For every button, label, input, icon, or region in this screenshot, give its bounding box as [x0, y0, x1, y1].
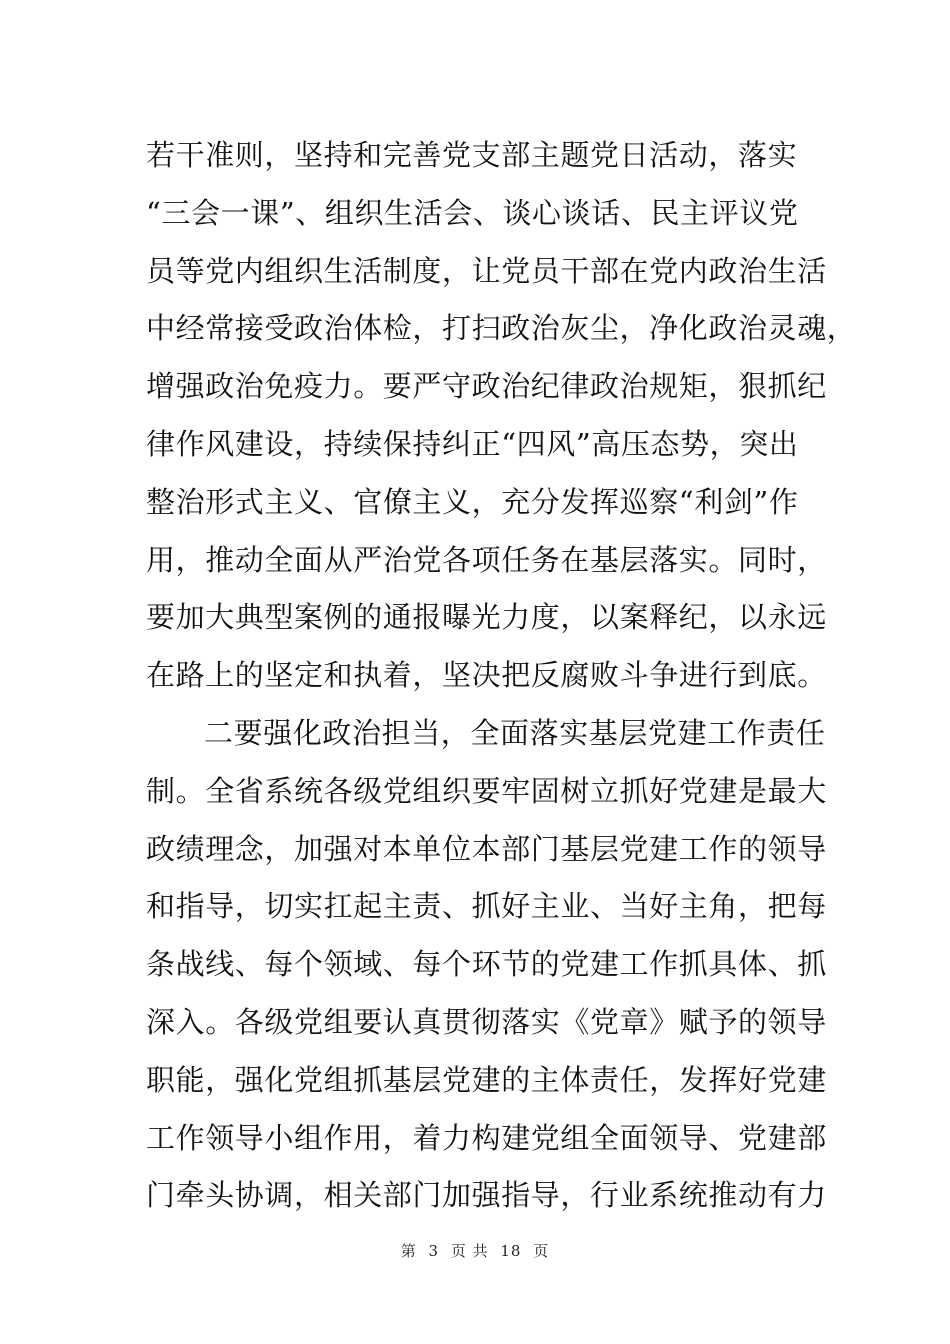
page-number: 3 [428, 1242, 440, 1260]
text-line: 政绩理念，加强对本单位本部门基层党建工作的领导 [146, 831, 827, 866]
paragraph-start-line: 二要强化政治担当，全面落实基层党建工作责任 [204, 715, 826, 750]
text-line: 中经常接受政治体检，打扫政治灰尘，净化政治灵魂， [146, 311, 857, 346]
page-mid-text: 页 共 [450, 1242, 489, 1260]
text-line: 门牵头协调，相关部门加强指导，行业系统推动有力 [146, 1178, 827, 1213]
text-line: 若干准则，坚持和完善党支部主题党日活动，落实 [146, 138, 798, 172]
body-text [146, 127, 857, 1225]
page-prefix: 第 [400, 1242, 417, 1260]
text-line: 深入。各级党组要认真贯彻落实《党章》赋予的领导 [146, 1004, 827, 1039]
text-line: 增强政治免疫力。要严守政治纪律政治规矩，狠抓纪 [146, 369, 827, 404]
text-line: 要加大典型案例的通报曝光力度，以案释纪，以永远 [146, 600, 827, 635]
text-line: 制。全省系统各级党组织要牢固树立抓好党建是最大 [146, 773, 827, 808]
text-line: “三会一课”、组织生活会、谈心谈话、民主评议党 [146, 195, 799, 230]
page-total: 18 [500, 1242, 522, 1260]
text-line: 整治形式主义、官僚主义，充分发挥巡察“利剑”作 [146, 484, 799, 519]
text-line: 工作领导小组作用，着力构建党组全面领导、党建部 [146, 1120, 827, 1155]
text-line: 用，推动全面从严治党各项任务在基层落实。同时， [146, 542, 827, 577]
page-suffix: 页 [533, 1242, 550, 1260]
text-line: 条战线、每个领域、每个环节的党建工作抓具体、抓 [146, 947, 827, 982]
text-line: 员等党内组织生活制度，让党员干部在党内政治生活 [146, 253, 827, 288]
text-line: 在路上的坚定和执着，坚决把反腐败斗争进行到底。 [146, 658, 827, 693]
page-footer [0, 1240, 950, 1261]
text-line: 职能，强化党组抓基层党建的主体责任，发挥好党建 [146, 1062, 827, 1097]
text-line: 律作风建设，持续保持纠正“四风”高压态势，突出 [146, 426, 799, 461]
text-line: 和指导，切实扛起主责、抓好主业、当好主角，把每 [146, 889, 827, 924]
